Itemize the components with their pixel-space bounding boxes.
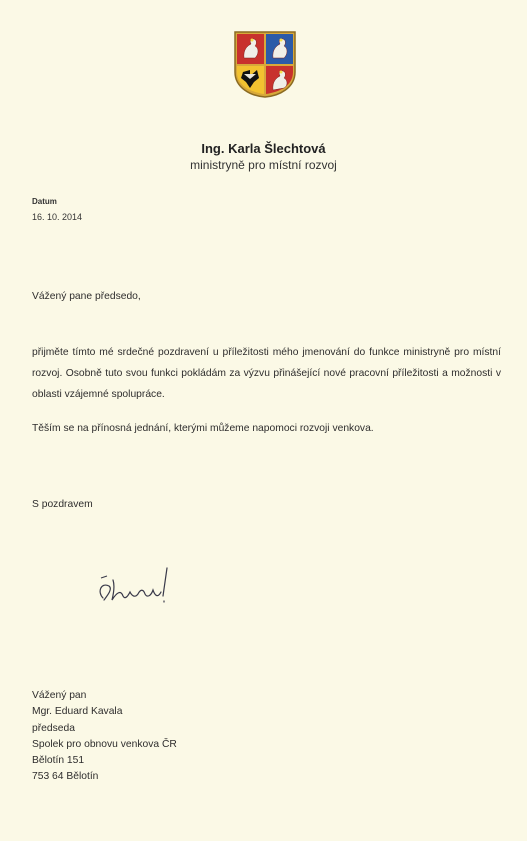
- date-value: 16. 10. 2014: [32, 212, 83, 222]
- recipient-line: 753 64 Bělotín: [32, 771, 99, 783]
- coat-of-arms-icon: [233, 30, 297, 98]
- sender-name: Ing. Karla Šlechtová: [201, 141, 326, 156]
- closing: S pozdravem: [32, 499, 93, 510]
- recipient-address: [32, 688, 177, 786]
- paragraph-2: Těším se na přínosná jednání, kterými můžeme napomoci rozvoji venkova.: [32, 423, 374, 434]
- recipient-line: Spolek pro obnovu venkova ČR: [32, 738, 177, 750]
- paragraph-1: přijměte tímto mé srdečné pozdravení u příležitosti mého jmenování do funkce ministryně pro místní rozvoj. Osobně tuto svou funkci pokládám za výzvu přinášející nové pracovní příležitosti a možnosti v oblasti vzájemné spolupráce.: [32, 347, 501, 400]
- recipient-line: Mgr. Eduard Kavala: [32, 706, 123, 718]
- recipient-line: předseda: [32, 722, 75, 734]
- recipient-line: Bělotín 151: [32, 755, 85, 767]
- date-label: Datum: [32, 197, 57, 206]
- greeting: Vážený pane předsedo,: [32, 291, 141, 302]
- recipient-line: Vážený pan: [32, 690, 87, 701]
- sender-role: ministryně pro místní rozvoj: [190, 158, 337, 172]
- signature-icon: [95, 556, 175, 608]
